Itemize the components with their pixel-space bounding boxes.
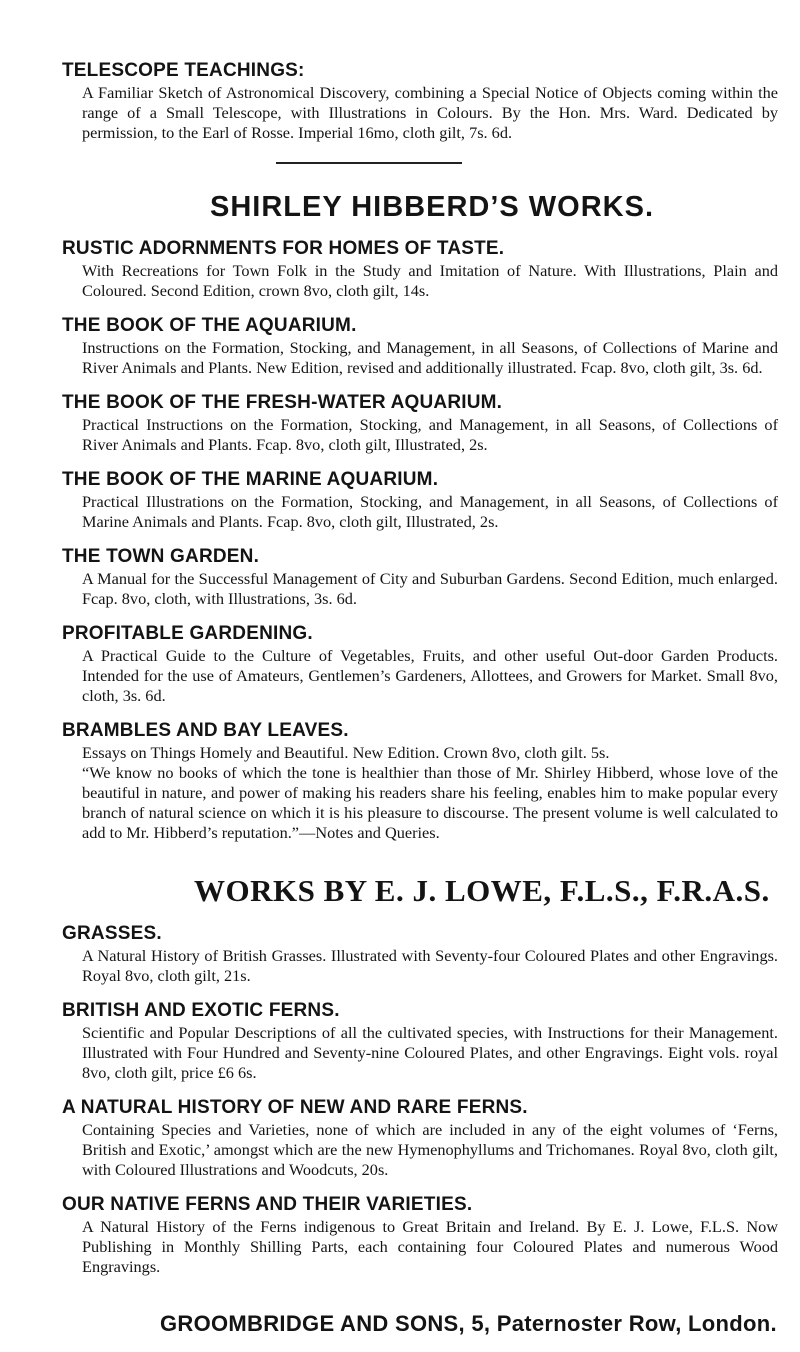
entry-description: Practical Instructions on the Formation, Stocking, and Management, in all Seasons, of Collections of River Animals and Plants. Fcap. 8vo, cloth gilt, Illustrated, 2s.	[82, 415, 778, 454]
divider-rule	[276, 162, 462, 164]
entry-new-and-rare-ferns	[62, 1097, 800, 1180]
entry-grasses	[62, 923, 800, 986]
entry-description: Containing Species and Varieties, none of which are included in any of the eight volumes of ‘Ferns, British and Exotic,’ amongst which are the new Hymenophyllums and Trichomanes. Royal 8vo, cloth gilt, with Coloured Illustrations and Woodcuts, 20s.	[82, 1120, 778, 1179]
entry-our-native-ferns	[62, 1194, 800, 1277]
entry-title: A NATURAL HISTORY OF NEW AND RARE FERNS.	[62, 1097, 528, 1118]
entry-town-garden	[62, 546, 800, 609]
section-heading-e-j-lowe: WORKS BY E. J. LOWE, F.L.S., F.R.A.S.	[194, 873, 770, 908]
entry-description: A Natural History of the Ferns indigenous to Great Britain and Ireland. By E. J. Lowe, F.L.S. Now Publishing in Monthly Shilling Parts, each containing four Coloured Plates and numerous Wood Engravings.	[82, 1217, 778, 1276]
entry-description: A Practical Guide to the Culture of Vegetables, Fruits, and other useful Out-door Garden Products. Intended for the use of Amateurs, Gentlemen’s Gardeners, Allottees, and Growers for Market. Small 8vo, cloth, 3s. 6d.	[82, 646, 778, 705]
section-heading-shirley-hibberd: SHIRLEY HIBBERD’S WORKS.	[210, 191, 655, 223]
entry-title: OUR NATIVE FERNS AND THEIR VARIETIES.	[62, 1194, 473, 1215]
entry-title: GRASSES.	[62, 923, 162, 944]
entry-description: Essays on Things Homely and Beautiful. New Edition. Crown 8vo, cloth gilt. 5s.	[82, 743, 610, 762]
entry-book-of-aquarium	[62, 315, 800, 378]
entry-title: BRITISH AND EXOTIC FERNS.	[62, 1000, 340, 1021]
entry-title: THE BOOK OF THE AQUARIUM.	[62, 315, 357, 336]
entry-british-and-exotic-ferns	[62, 1000, 800, 1083]
entry-marine-aquarium	[62, 469, 800, 532]
review-quote: “We know no books of which the tone is healthier than those of Mr. Shirley Hibberd, whose love of the beautiful in nature, and power of making his readers share his feeling, enables him to make popular every branch of natural science on which it is his pleasure to discourse. The present volume is well calculated to add to Mr. Hibberd’s reputation.”—Notes and Queries.	[82, 763, 778, 842]
entry-title: RUSTIC ADORNMENTS FOR HOMES OF TASTE.	[62, 238, 505, 259]
entry-description: Practical Illustrations on the Formation, Stocking, and Management, in all Seasons, of Collections of Marine Animals and Plants. Fcap. 8vo, cloth gilt, Illustrated, 2s.	[82, 492, 778, 531]
entry-title: TELESCOPE TEACHINGS:	[62, 60, 305, 81]
entry-telescope-teachings	[62, 60, 800, 143]
entry-title: THE BOOK OF THE FRESH-WATER AQUARIUM.	[62, 392, 503, 413]
entry-title: THE TOWN GARDEN.	[62, 546, 260, 567]
entry-rustic-adornments	[62, 238, 800, 301]
entry-title: PROFITABLE GARDENING.	[62, 623, 313, 644]
entry-brambles-and-bay-leaves	[62, 720, 800, 843]
publisher-imprint: GROOMBRIDGE AND SONS, 5, Paternoster Row, London.	[160, 1311, 777, 1336]
entry-description: Instructions on the Formation, Stocking, and Management, in all Seasons, of Collections of Marine and River Animals and Plants. New Edition, revised and additionally illustrated. Fcap. 8vo, cloth gilt, 3s. 6d.	[82, 338, 778, 377]
entry-description: A Natural History of British Grasses. Illustrated with Seventy-four Coloured Plates and other Engravings. Royal 8vo, cloth gilt, 21s.	[82, 946, 778, 985]
entry-title: THE BOOK OF THE MARINE AQUARIUM.	[62, 469, 439, 490]
entry-description: Scientific and Popular Descriptions of all the cultivated species, with Instructions for their Management. Illustrated with Four Hundred and Seventy-nine Coloured Plates, and other Engravings. Eight vols. royal 8vo, cloth gilt, price £6 6s.	[82, 1023, 778, 1082]
entry-fresh-water-aquarium	[62, 392, 800, 455]
entry-title: BRAMBLES AND BAY LEAVES.	[62, 720, 349, 741]
entry-description: A Familiar Sketch of Astronomical Discovery, combining a Special Notice of Objects coming within the range of a Small Telescope, with Illustrations in Colours. By the Hon. Mrs. Ward. Dedicated by permission, to the Earl of Rosse. Imperial 16mo, cloth gilt, 7s. 6d.	[82, 83, 778, 142]
entry-description: A Manual for the Successful Management of City and Suburban Gardens. Second Edition, much enlarged. Fcap. 8vo, cloth, with Illustrations, 3s. 6d.	[82, 569, 778, 608]
entry-profitable-gardening	[62, 623, 800, 706]
entry-description: With Recreations for Town Folk in the Study and Imitation of Nature. With Illustrations, Plain and Coloured. Second Edition, crown 8vo, cloth gilt, 14s.	[82, 261, 778, 300]
